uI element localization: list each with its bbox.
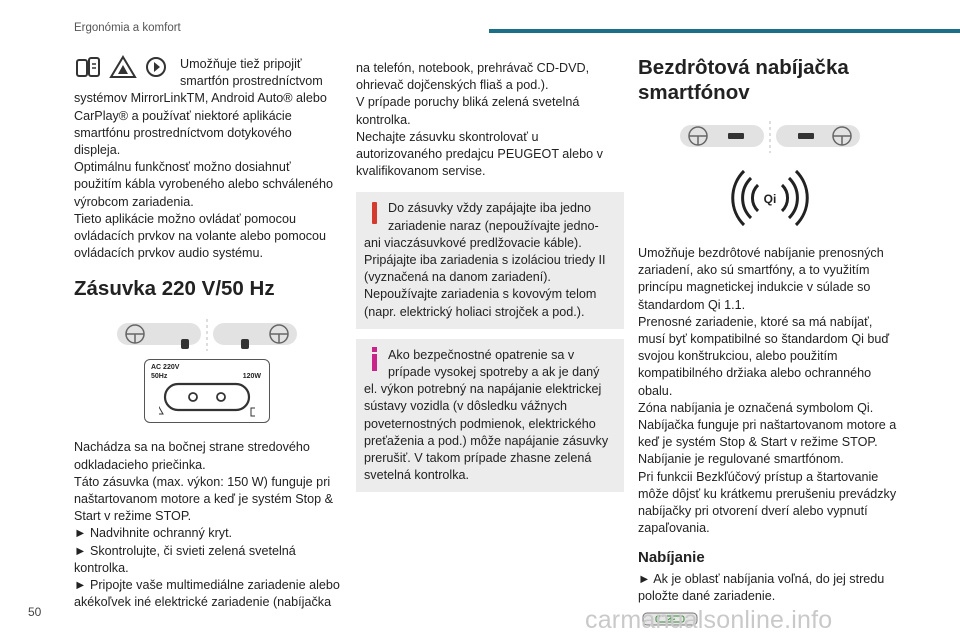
socket-illustration-wrap xyxy=(74,359,340,423)
info-power-cut: Ako bezpečnostné opatrenie sa v prípade vysokej spotreby a ak je daný el. výkon potrebný na napájanie elektrickej sústavy vozidla (v dôsledku vážnych poveternostných podmienok, elektrického preťaženia a pod.) môže napájanie zásuvky prerušiť. V takom prípade zhasne zelená svetelná kontrolka. xyxy=(364,347,609,483)
column-2 xyxy=(356,60,624,492)
dashboard-position-icon-2 xyxy=(680,119,860,155)
socket-label-frequency: 50Hz xyxy=(151,373,168,381)
warning-icon xyxy=(364,200,384,234)
section-title: Ergonómia a komfort xyxy=(74,22,181,34)
socket-label-voltage: AC 220V xyxy=(151,364,180,372)
paragraph-service: Nechajte zásuvku skontrolovať u autorizovaného predajcu PEUGEOT alebo v kvalifikovanom servise. xyxy=(356,129,603,179)
paragraph-regulated: Nabíjanie je regulované smartfónom. xyxy=(638,452,844,467)
mirrorlink-icon xyxy=(74,54,102,80)
column-3 xyxy=(638,55,902,632)
watermark: carmanualsonline.info xyxy=(585,606,833,634)
socket-label-power: 120W xyxy=(242,373,261,381)
paragraph-cable: Optimálnu funkčnosť možno dosiahnuť použitím kábla vyrobeného alebo schváleného výrobcom zariadenia. xyxy=(74,160,334,209)
page-number: 50 xyxy=(28,605,42,619)
intro-paragraph: systémov MirrorLinkTM, Android Auto® alebo CarPlay® a používať niektoré aplikácie smartfónu prostredníctvom dotykového displeja. xyxy=(74,91,327,158)
heading-socket: Zásuvka 220 V/50 Hz xyxy=(74,277,275,301)
warning-one-device: Do zásuvky vždy zapájajte iba jedno zariadenie naraz (nepoužívajte jedno- ani viaczásuvkové predlžovacie káble). xyxy=(364,201,599,250)
qi-wireless-icon xyxy=(722,163,818,233)
paragraph-compatibility: Prenosné zariadenie, ktoré sa má nabíjať, musí byť kompatibilné so štandardom Qi buď svojou konštrukciou, alebo použitím kompatibilného držiaka alebo ochranného obalu. xyxy=(638,314,890,398)
header-accent-bar xyxy=(489,29,960,33)
qi-illustration xyxy=(638,163,902,233)
heading-wireless-charger: Bezdrôtová nabíjačka smartfónov xyxy=(638,56,849,104)
qi-label: Qi xyxy=(763,192,777,206)
dashboard-illustration xyxy=(74,317,340,353)
paragraph-power: Táto zásuvka (max. výkon: 150 W) funguje pri naštartovanom motore a keď je systém Stop & Start v režime STOP. xyxy=(74,474,334,524)
step-lift-cover: ► Nadvihnite ochranný kryt. xyxy=(74,526,233,541)
heading-charging: Nabíjanie xyxy=(638,549,705,567)
paragraph-engine-running: Nabíjačka funguje pri naštartovanom motore a keď je systém Stop & Start v režime STOP. xyxy=(638,418,897,450)
step-connect-device: ► Pripojte vaše multimediálne zariadenie alebo akékoľvek iné elektrické zariadenie (nabíjačka xyxy=(74,578,340,610)
paragraph-qi-zone: Zóna nabíjania je označená symbolom Qi. xyxy=(638,400,874,415)
warning-class-two: Pripájajte iba zariadenia s izoláciou triedy II (vyznačená na danom zariadení). xyxy=(364,253,606,285)
column-1 xyxy=(74,54,340,611)
power-outlet-icon xyxy=(159,380,255,418)
info-box xyxy=(356,339,624,493)
dashboard-illustration-2 xyxy=(638,119,902,155)
paragraph-devices: na telefón, notebook, prehrávač CD-DVD, ohrievač dojčenských fliaš a pod.). xyxy=(356,61,590,93)
step-check-light: ► Skontrolujte, či svieti zelená svetelná kontrolka. xyxy=(74,543,296,575)
paragraph-controls: Tieto aplikácie možno ovládať pomocou ovládacích prvkov na volante alebo pomocou ovládacích prvkov audio systému. xyxy=(74,211,327,261)
socket-panel xyxy=(144,359,270,423)
warning-metal-body: Nepoužívajte zariadenia s kovovým telom (napr. elektrický holiaci strojček a pod.). xyxy=(364,287,597,319)
intro-row xyxy=(74,54,340,90)
paragraph-fault: V prípade poruchy bliká zelená svetelná kontrolka. xyxy=(356,95,580,127)
dashboard-position-icon xyxy=(117,317,297,353)
paragraph-location: Nachádza sa na bočnej strane stredového odkladacieho priečinka. xyxy=(74,440,310,472)
paragraph-keyless: Pri funkcii Bezkľúčový prístup a štartovanie môže dôjsť ku krátkemu prerušeniu prevádzky nabíjačky pri otvorení dverí alebo vypnutí zapaľovania. xyxy=(638,469,897,536)
step-place-device: ► Ak je oblasť nabíjania voľná, do jej stredu položte dané zariadenie. xyxy=(638,571,885,603)
info-icon xyxy=(364,347,384,381)
android-auto-icon xyxy=(108,54,138,80)
carplay-icon xyxy=(144,54,168,80)
warning-box xyxy=(356,192,624,328)
intro-first-line: Umožňuje tiež pripojiť smartfón prostredníctvom xyxy=(180,57,323,89)
paragraph-wireless-intro: Umožňuje bezdrôtové nabíjanie prenosných zariadení, ako sú smartfóny, a to využitím princípu magnetickej indukcie v súlade so štandardom Qi 1.1. xyxy=(638,246,884,312)
